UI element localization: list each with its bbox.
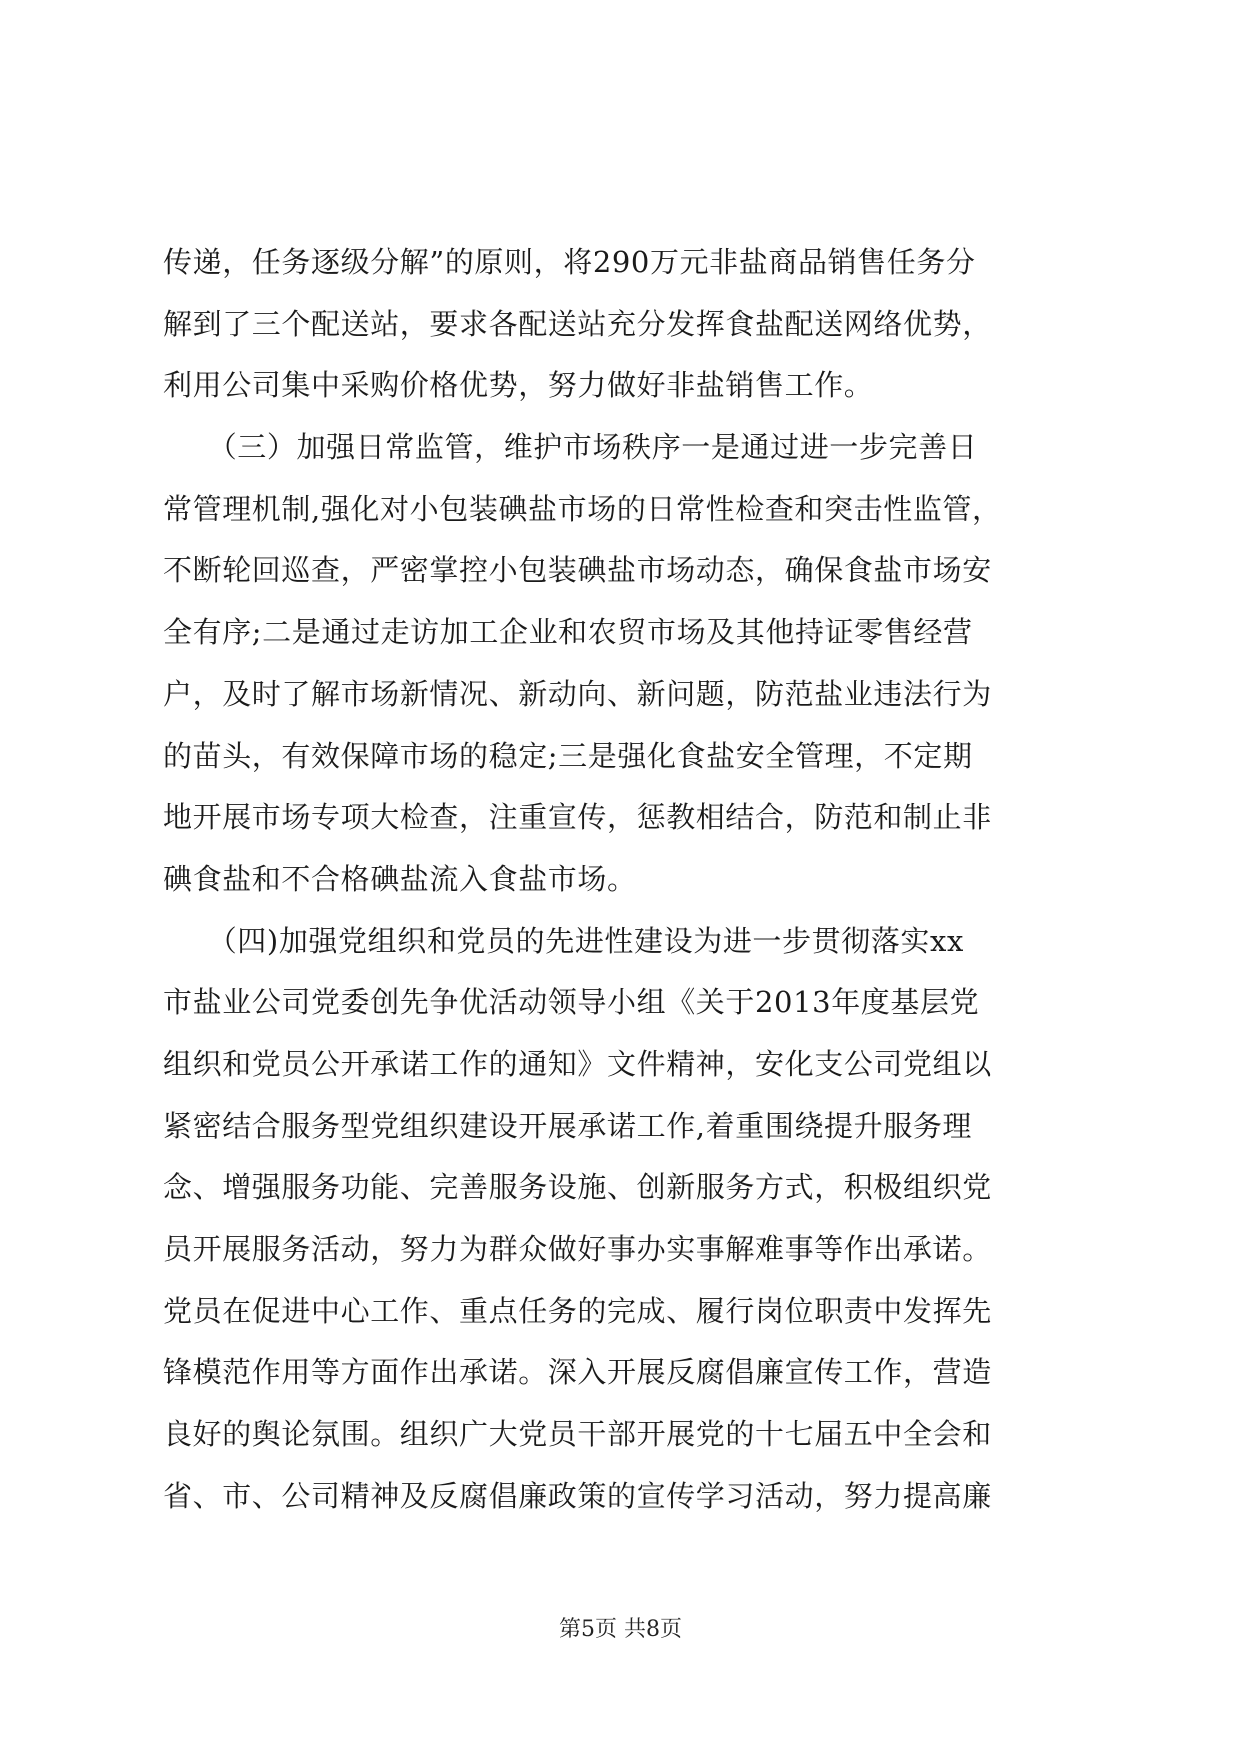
- text-line: 利用公司集中采购价格优势，努力做好非盐销售工作。: [163, 368, 874, 403]
- text-line: 碘食盐和不合格碘盐流入食盐市场。: [163, 861, 637, 896]
- text-line: 良好的舆论氛围。组织广大党员干部开展党的十七届五中全会和: [163, 1417, 992, 1452]
- body-text: [163, 232, 1078, 1527]
- text-line: 锋模范作用等方面作出承诺。深入开展反腐倡廉宣传工作，营造: [163, 1355, 992, 1390]
- text-line: 解到了三个配送站，要求各配送站充分发挥食盐配送网络优势，: [163, 306, 992, 341]
- text-line: 省、市、公司精神及反腐倡廉政策的宣传学习活动，努力提高廉: [163, 1478, 992, 1513]
- page-footer: [0, 1612, 1241, 1643]
- text-line: 紧密结合服务型党组织建设开展承诺工作,着重围绕提升服务理: [163, 1108, 973, 1143]
- text-line: 员开展服务活动，努力为群众做好事办实事解难事等作出承诺。: [163, 1232, 992, 1266]
- text-line: 党员在促进中心工作、重点任务的完成、履行岗位职责中发挥先: [163, 1293, 992, 1328]
- text-line: （四)加强党组织和党员的先进性建设为进一步贯彻落实xx: [163, 923, 964, 958]
- text-line: 不断轮回巡查，严密掌控小包装碘盐市场动态，确保食盐市场安: [163, 553, 992, 588]
- text-line: 全有序;二是通过走访加工企业和农贸市场及其他持证零售经营: [163, 615, 973, 650]
- page-number: 第5页 共8页: [559, 1617, 682, 1642]
- text-line: 市盐业公司党委创先争优活动领导小组《关于2013年度基层党: [163, 985, 980, 1020]
- text-line: 组织和党员公开承诺工作的通知》文件精神，安化支公司党组以: [163, 1046, 992, 1081]
- text-line: 念、增强服务功能、完善服务设施、创新服务方式，积极组织党: [163, 1170, 992, 1205]
- text-line: （三）加强日常监管，维护市场秩序一是通过进一步完善日: [163, 430, 978, 465]
- text-line: 户，及时了解市场新情况、新动向、新问题，防范盐业违法行为: [163, 676, 992, 711]
- text-line: 传递，任务逐级分解”的原则，将290万元非盐商品销售任务分: [163, 245, 976, 279]
- text-line: 的苗头，有效保障市场的稳定;三是强化食盐安全管理，不定期: [163, 738, 973, 773]
- text-line: 常管理机制,强化对小包装碘盐市场的日常性检查和突击性监管，: [163, 491, 1002, 526]
- text-line: 地开展市场专项大检查，注重宣传，惩教相结合，防范和制止非: [163, 800, 992, 835]
